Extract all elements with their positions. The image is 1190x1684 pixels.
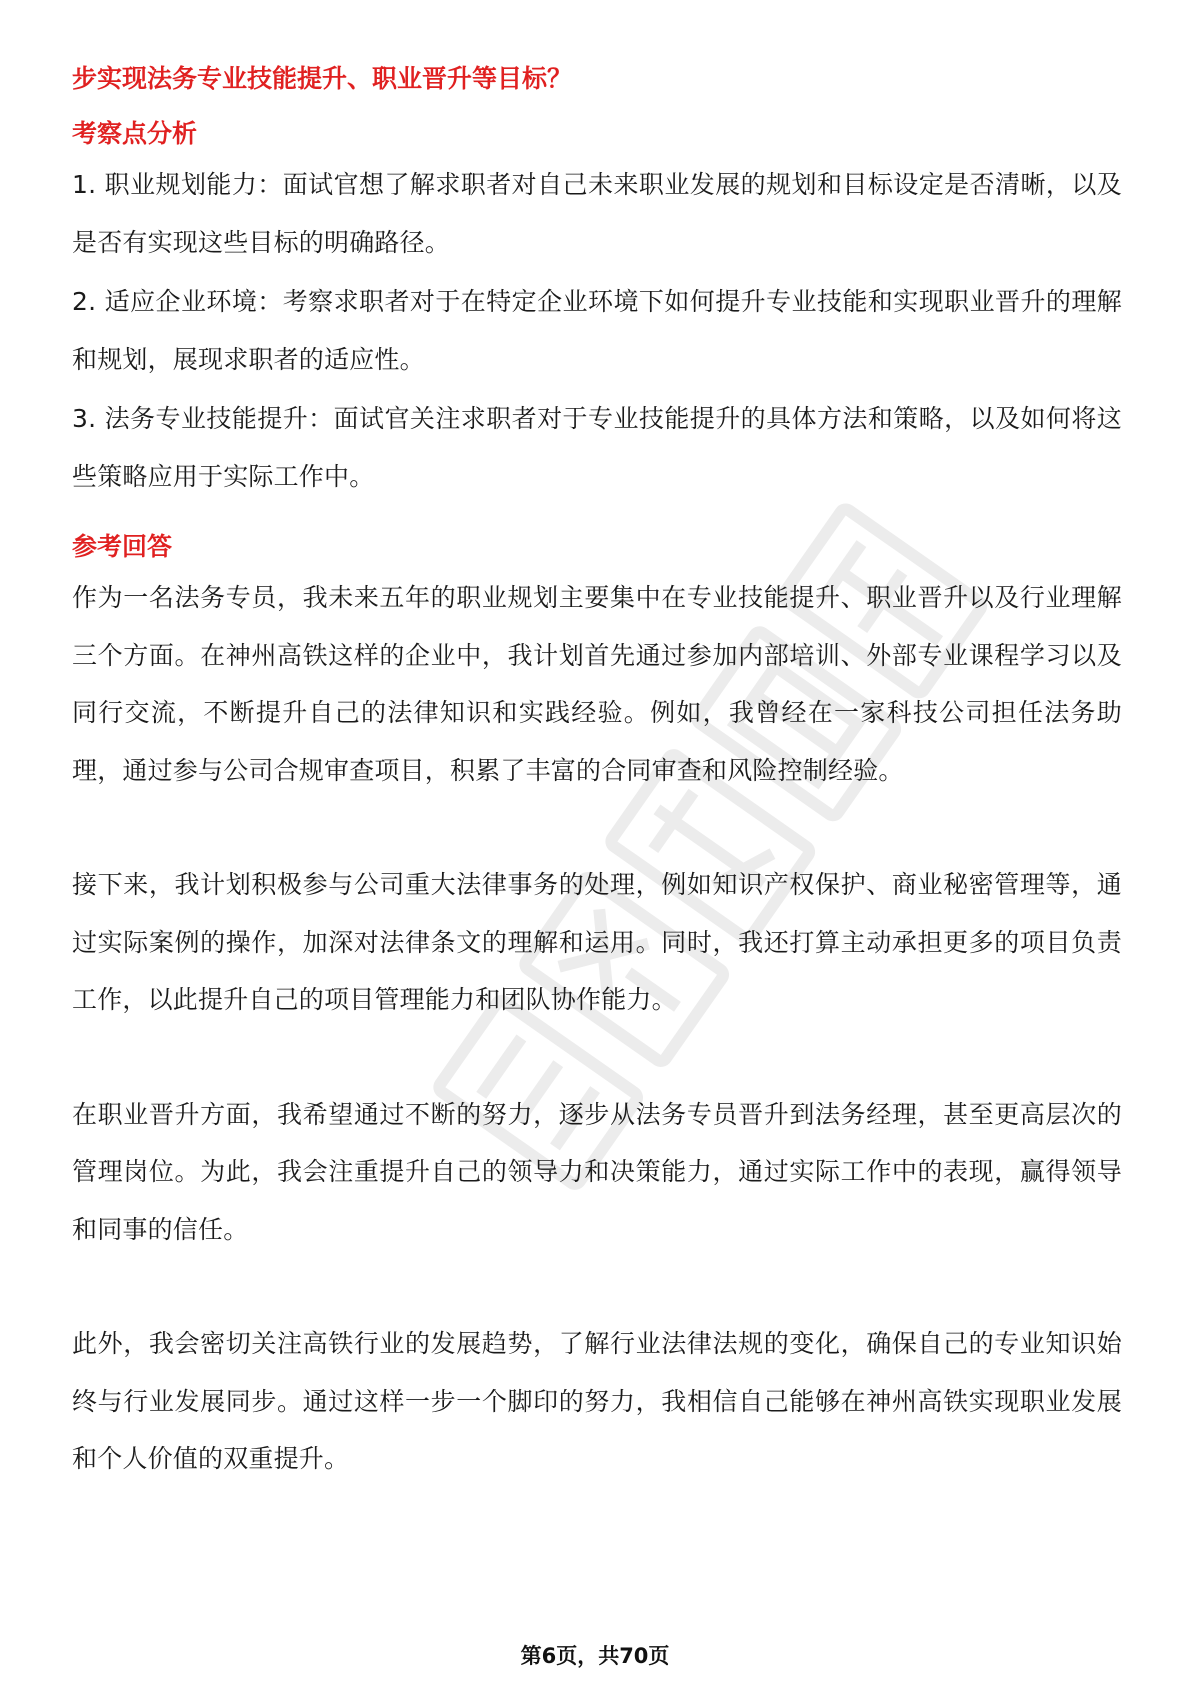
question-tail: 步实现法务专业技能提升、职业晋升等目标？ <box>72 64 573 93</box>
analysis-point: 3. 法务专业技能提升：面试官关注求职者对于专业技能提升的具体方法和策略，以及如何将这些策略应用于实际工作中。 <box>72 404 1122 491</box>
analysis-point: 1. 职业规划能力：面试官想了解求职者对自己未来职业发展的规划和目标设定是否清晰，以及是否有实现这些目标的明确路径。 <box>72 170 1122 257</box>
analysis-section <box>72 112 1122 505</box>
answer-paragraph: 接下来，我计划积极参与公司重大法律事务的处理，例如知识产权保护、商业秘密管理等，通过实际案例的操作，加深对法律条文的理解和运用。同时，我还打算主动承担更多的项目负责工作，以此提升自己的项目管理能力和团队协作能力。 <box>72 870 1122 1014</box>
answer-section <box>72 525 1122 1488</box>
page-content <box>72 56 1122 1488</box>
answer-paragraph: 作为一名法务专员，我未来五年的职业规划主要集中在专业技能提升、职业晋升以及行业理解三个方面。在神州高铁这样的企业中，我计划首先通过参加内部培训、外部专业课程学习以及同行交流，不断提升自己的法律知识和实践经验。例如，我曾经在一家科技公司担任法务助理，通过参与公司合规审查项目，积累了丰富的合同审查和风险控制经验。 <box>72 583 1122 785</box>
analysis-heading: 考察点分析 <box>72 119 198 148</box>
answer-paragraph: 在职业晋升方面，我希望通过不断的努力，逐步从法务专员晋升到法务经理，甚至更高层次的管理岗位。为此，我会注重提升自己的领导力和决策能力，通过实际工作中的表现，赢得领导和同事的信任。 <box>72 1099 1122 1244</box>
analysis-point: 2. 适应企业环境：考察求职者对于在特定企业环境下如何提升专业技能和实现职业晋升的理解和规划，展现求职者的适应性。 <box>72 287 1122 374</box>
answer-heading: 参考回答 <box>72 532 173 561</box>
answer-paragraph: 此外，我会密切关注高铁行业的发展趋势，了解行业法律法规的变化，确保自己的专业知识始终与行业发展同步。通过这样一步一个脚印的努力，我相信自己能够在神州高铁实现职业发展和个人价值的双重提升。 <box>72 1329 1122 1473</box>
page-number: 第6页，共70页 <box>520 1644 670 1668</box>
